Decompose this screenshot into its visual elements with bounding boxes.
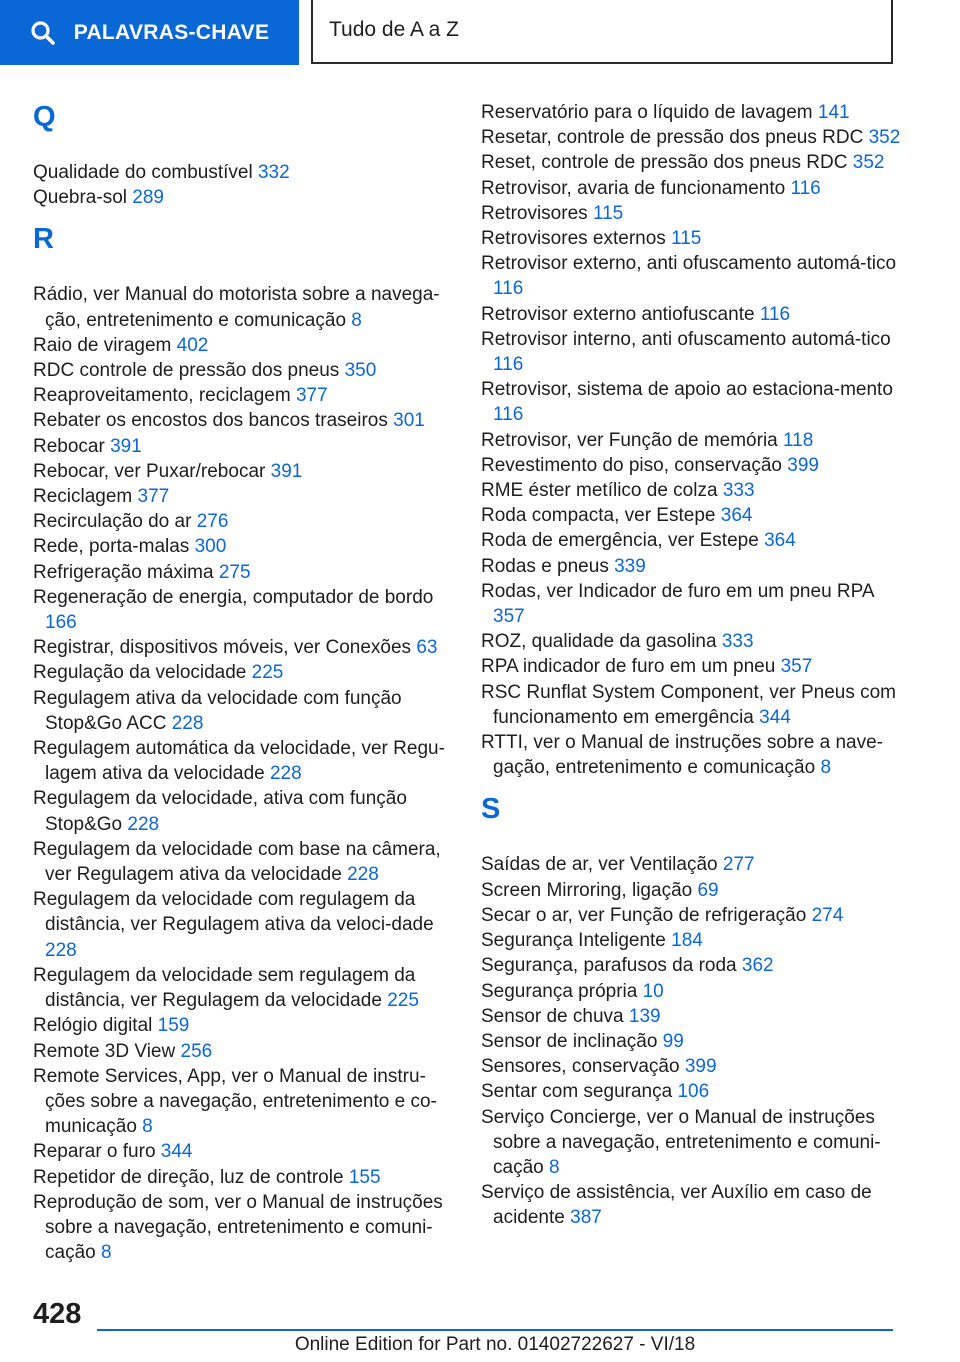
index-entry bbox=[481, 528, 901, 553]
section-letter: Q bbox=[33, 101, 56, 133]
page-link[interactable]: 377 bbox=[137, 486, 170, 508]
index-entry-text: Serviço de assistência, ver Auxílio em caso de acidente bbox=[481, 1182, 872, 1229]
index-entry bbox=[33, 686, 453, 736]
index-entry bbox=[481, 680, 901, 730]
index-entry bbox=[481, 878, 901, 903]
page-link[interactable]: 225 bbox=[387, 990, 419, 1012]
index-entry-text: Segurança, parafusos da roda bbox=[481, 955, 737, 977]
index-entry bbox=[481, 150, 901, 175]
index-entry bbox=[33, 509, 453, 534]
page-link[interactable]: 8 bbox=[142, 1116, 153, 1138]
index-entry bbox=[33, 1190, 453, 1266]
index-entry bbox=[481, 928, 901, 953]
index-entry-text: Sensores, conservação bbox=[481, 1056, 680, 1078]
page-link[interactable]: 225 bbox=[251, 662, 284, 684]
index-entry-text: Retrovisor interno, anti ofuscamento automá-tico bbox=[481, 328, 891, 350]
index-entry bbox=[33, 635, 453, 660]
index-entry-text: Regulagem automática da velocidade, ver Regu-lagem ativa da velocidade bbox=[33, 738, 445, 785]
page-link[interactable]: 301 bbox=[393, 410, 425, 432]
index-entry-text: ROZ, qualidade da gasolina bbox=[481, 631, 717, 653]
index-entry-text: Resetar, controle de pressão dos pneus RDC bbox=[481, 127, 864, 149]
page-link[interactable]: 116 bbox=[493, 404, 524, 426]
index-entry-text: Raio de viragem bbox=[33, 334, 172, 356]
page-link[interactable]: 300 bbox=[194, 536, 227, 558]
index-entry bbox=[33, 1064, 453, 1140]
page-link[interactable]: 8 bbox=[820, 757, 832, 779]
footer-edition-text: Online Edition for Part no. 01402722627 - VI/18 bbox=[294, 1334, 696, 1355]
index-entry-text: Regeneração de energia, computador de bordo bbox=[33, 586, 434, 608]
index-entry-text: Reparar o furo bbox=[33, 1141, 156, 1163]
page-link[interactable]: 344 bbox=[160, 1141, 193, 1163]
section-letter: R bbox=[33, 223, 54, 256]
index-entry bbox=[33, 534, 453, 559]
index-entry-text: Segurança própria bbox=[481, 980, 638, 1002]
index-entry bbox=[481, 176, 901, 201]
index-entry-text: Reprodução de som, ver o Manual de instruções sobre a navegação, entretenimento e comuni-cação bbox=[33, 1191, 443, 1264]
index-entry bbox=[33, 560, 453, 585]
index-entry-text: Refrigeração máxima bbox=[33, 561, 214, 583]
tab-keywords[interactable] bbox=[0, 0, 299, 65]
page-link[interactable]: 139 bbox=[628, 1005, 661, 1027]
index-entry-text: Rebocar bbox=[33, 435, 105, 457]
page-link[interactable]: 228 bbox=[347, 864, 379, 886]
index-entry bbox=[33, 160, 453, 185]
index-entry-text: Retrovisor externo antiofuscante bbox=[481, 303, 755, 325]
page-link[interactable]: 377 bbox=[295, 385, 328, 407]
index-entry bbox=[481, 428, 901, 453]
index-entry-text: Reservatório para o líquido de lavagem bbox=[481, 102, 813, 123]
page-link[interactable]: 362 bbox=[741, 955, 774, 977]
index-entry bbox=[33, 383, 453, 408]
page-link[interactable]: 357 bbox=[493, 606, 525, 628]
index-entry bbox=[481, 302, 901, 327]
index-entry-text: RTTI, ver o Manual de instruções sobre a nave-gação, entretenimento e comunicação bbox=[481, 732, 884, 779]
page-link[interactable]: 339 bbox=[614, 555, 646, 577]
page-link[interactable]: 115 bbox=[671, 228, 702, 250]
index-entry bbox=[481, 852, 901, 877]
page-link[interactable]: 277 bbox=[722, 854, 755, 876]
page-link[interactable]: 141 bbox=[817, 102, 850, 123]
index-entry-text: Retrovisor, ver Função de memória bbox=[481, 429, 778, 451]
page-link[interactable]: 8 bbox=[548, 1156, 560, 1178]
page-link[interactable]: 332 bbox=[257, 162, 290, 183]
page-link[interactable]: 118 bbox=[783, 429, 814, 451]
index-entry-text: Registrar, dispositivos móveis, ver Conexões bbox=[33, 637, 412, 659]
page-link[interactable]: 276 bbox=[196, 511, 229, 533]
index-entry-text: Qualidade do combustível bbox=[33, 162, 253, 183]
tab-a-to-z[interactable] bbox=[311, 0, 893, 64]
index-entry-text: Reciclagem bbox=[33, 486, 133, 508]
page-number: 428 bbox=[33, 1298, 82, 1330]
index-entry bbox=[481, 100, 901, 125]
index-entry bbox=[33, 736, 453, 786]
index-entry bbox=[33, 408, 453, 433]
index-entry bbox=[33, 484, 453, 509]
index-entry-text: Regulagem da velocidade com regulagem da distância, ver Regulagem ativa da veloci-dade bbox=[33, 889, 434, 936]
index-entry-text: Roda de emergência, ver Estepe bbox=[481, 530, 759, 552]
section-letter: S bbox=[481, 793, 501, 826]
page-link[interactable]: 166 bbox=[45, 612, 77, 634]
index-entry bbox=[33, 786, 453, 836]
index-entry-text: Rebater os encostos dos bancos traseiros bbox=[33, 410, 388, 432]
index-entry-text: Repetidor de direção, luz de controle bbox=[33, 1166, 344, 1188]
page-link[interactable]: 357 bbox=[780, 656, 813, 678]
index-entry-text: Sentar com segurança bbox=[481, 1081, 673, 1103]
index-entry bbox=[33, 333, 453, 358]
page-link[interactable]: 8 bbox=[351, 309, 362, 331]
index-entry-text: RME éster metílico de colza bbox=[481, 480, 718, 502]
page-link[interactable]: 99 bbox=[662, 1030, 684, 1052]
page-link[interactable]: 63 bbox=[416, 637, 438, 659]
index-entry-text: Secar o ar, ver Função de refrigeração bbox=[481, 904, 807, 926]
index-entry bbox=[33, 1013, 453, 1038]
page-link[interactable]: 8 bbox=[100, 1242, 112, 1264]
page-link[interactable]: 116 bbox=[759, 303, 791, 325]
tab-a-to-z-label: Tudo de A a Z bbox=[329, 18, 459, 41]
page-link[interactable]: 228 bbox=[171, 712, 204, 734]
index-entry-text: Retrovisores externos bbox=[481, 228, 666, 250]
page-link[interactable]: 344 bbox=[759, 706, 791, 728]
index-entry bbox=[33, 358, 453, 383]
index-entry-text: Regulagem da velocidade, ativa com função Stop&Go bbox=[33, 788, 407, 835]
page-link[interactable]: 159 bbox=[157, 1015, 190, 1037]
index-entry bbox=[481, 251, 901, 301]
page-link[interactable]: 116 bbox=[493, 278, 524, 300]
index-entry bbox=[481, 1004, 901, 1029]
index-entry-text: Sensor de inclinação bbox=[481, 1030, 658, 1052]
index-entry bbox=[481, 226, 901, 251]
index-entry bbox=[481, 1180, 901, 1230]
index-entry-text: Remote Services, App, ver o Manual de instru-ções sobre a navegação, entretenimento e co-municação bbox=[33, 1065, 437, 1138]
index-entry-text: Roda compacta, ver Estepe bbox=[481, 505, 716, 527]
index-entry-text: Remote 3D View bbox=[33, 1040, 176, 1062]
index-entry-text: Regulagem da velocidade com base na câmera, ver Regulagem ativa da velocidade bbox=[33, 838, 441, 886]
index-entry bbox=[481, 979, 901, 1004]
index-entry bbox=[481, 503, 901, 528]
index-entry-text: Retrovisor, avaria de funcionamento bbox=[481, 177, 786, 199]
index-entry bbox=[481, 903, 901, 928]
index-entry bbox=[481, 654, 901, 679]
index-entry-text: Segurança Inteligente bbox=[481, 930, 666, 952]
page-link[interactable]: 387 bbox=[570, 1207, 602, 1229]
index-entry bbox=[481, 201, 901, 226]
index-entry-text: Rádio, ver Manual do motorista sobre a navega-ção, entretenimento e comunicação bbox=[33, 284, 440, 331]
page-link[interactable]: 364 bbox=[720, 505, 753, 527]
index-entry bbox=[33, 459, 453, 484]
index-entry bbox=[33, 434, 453, 459]
page-link[interactable]: 333 bbox=[722, 480, 755, 502]
page-link[interactable]: 399 bbox=[787, 454, 819, 476]
index-column-left bbox=[33, 100, 453, 1265]
index-entry-text: Sensor de chuva bbox=[481, 1005, 624, 1027]
page-link[interactable]: 228 bbox=[127, 813, 160, 835]
index-entry-text: Relógio digital bbox=[33, 1015, 153, 1037]
index-entry bbox=[481, 377, 901, 427]
index-entry bbox=[481, 478, 901, 503]
index-entry-text: Regulagem ativa da velocidade com função Stop&Go ACC bbox=[33, 687, 402, 734]
index-entry-text: Retrovisores bbox=[481, 202, 588, 224]
index-entry-text: Rodas, ver Indicador de furo em um pneu RPA bbox=[481, 580, 874, 602]
index-entry bbox=[33, 282, 453, 332]
page-link[interactable]: 116 bbox=[790, 177, 821, 199]
tab-keywords-label: PALAVRAS-CHAVE bbox=[73, 20, 270, 44]
page-link[interactable]: 352 bbox=[868, 127, 901, 149]
page-link[interactable]: 228 bbox=[45, 939, 77, 961]
page-link[interactable]: 106 bbox=[677, 1081, 710, 1103]
index-entry bbox=[33, 963, 453, 1013]
page-link[interactable]: 352 bbox=[852, 152, 885, 174]
page-link[interactable]: 228 bbox=[269, 763, 302, 785]
page-link[interactable]: 10 bbox=[642, 980, 664, 1002]
header-bar bbox=[0, 0, 960, 66]
index-entry bbox=[481, 1105, 901, 1181]
page-link[interactable]: 289 bbox=[132, 187, 164, 209]
page-link[interactable]: 256 bbox=[180, 1040, 213, 1062]
page-link[interactable]: 184 bbox=[671, 930, 703, 952]
index-entry bbox=[481, 327, 901, 377]
page-link[interactable]: 275 bbox=[218, 561, 251, 583]
index-entry-text: Rebocar, ver Puxar/rebocar bbox=[33, 460, 266, 482]
index-entry bbox=[33, 185, 453, 210]
index-entry bbox=[33, 887, 453, 963]
index-entry-text: Rede, porta-malas bbox=[33, 536, 190, 558]
index-entry-text: Quebra-sol bbox=[33, 187, 127, 209]
index-entry-text: Saídas de ar, ver Ventilação bbox=[481, 854, 718, 876]
index-entry-text: Recirculação do ar bbox=[33, 511, 192, 533]
index-entry bbox=[481, 554, 901, 579]
index-entry-text: RPA indicador de furo em um pneu bbox=[481, 656, 776, 678]
index-entry-text: Regulação da velocidade bbox=[33, 662, 247, 684]
page-link[interactable]: 399 bbox=[684, 1056, 717, 1078]
index-entry-text: Retrovisor externo, anti ofuscamento automá-tico bbox=[481, 253, 897, 275]
index-entry-text: Retrovisor, sistema de apoio ao estaciona-mento bbox=[481, 379, 893, 401]
index-entry bbox=[33, 1165, 453, 1190]
index-entry-text: Screen Mirroring, ligação bbox=[481, 879, 693, 901]
footer-divider bbox=[97, 1329, 893, 1331]
index-column-right bbox=[481, 100, 901, 1231]
index-entry bbox=[481, 953, 901, 978]
page-link[interactable]: 274 bbox=[811, 904, 844, 926]
page-link[interactable]: 402 bbox=[176, 334, 209, 356]
index-entry-text: RDC controle de pressão dos pneus bbox=[33, 360, 340, 382]
index-entry-text: Serviço Concierge, ver o Manual de instruções sobre a navegação, entretenimento e comuni-cação bbox=[481, 1106, 881, 1178]
index-entry bbox=[481, 1029, 901, 1054]
index-entry bbox=[33, 660, 453, 685]
index-entry bbox=[481, 629, 901, 654]
index-entry bbox=[481, 1079, 901, 1104]
page-link[interactable]: 364 bbox=[764, 530, 796, 552]
page-link[interactable]: 391 bbox=[270, 460, 303, 482]
page-link[interactable]: 116 bbox=[493, 354, 524, 376]
index-entry bbox=[481, 1054, 901, 1079]
page-link[interactable]: 333 bbox=[721, 631, 754, 653]
index-entry bbox=[481, 730, 901, 780]
index-entry-text: Revestimento do piso, conservação bbox=[481, 454, 782, 476]
page-link[interactable]: 69 bbox=[697, 879, 719, 901]
page-link[interactable]: 155 bbox=[348, 1166, 381, 1188]
page-link[interactable]: 391 bbox=[110, 435, 142, 457]
page-link[interactable]: 350 bbox=[344, 360, 377, 382]
search-icon bbox=[30, 20, 56, 46]
index-entry bbox=[33, 1039, 453, 1064]
index-entry bbox=[481, 453, 901, 478]
index-entry bbox=[33, 1139, 453, 1164]
index-entry bbox=[33, 585, 453, 635]
index-entry-text: RSC Runflat System Component, ver Pneus com funcionamento em emergência bbox=[481, 681, 897, 728]
index-entry bbox=[481, 125, 901, 150]
index-entry-text: Rodas e pneus bbox=[481, 555, 609, 577]
index-entry bbox=[481, 579, 901, 629]
index-entry-text: Regulagem da velocidade sem regulagem da distância, ver Regulagem da velocidade bbox=[33, 964, 416, 1012]
page-link[interactable]: 115 bbox=[592, 202, 624, 224]
index-entry-text: Reaproveitamento, reciclagem bbox=[33, 385, 291, 407]
index-entry-text: Reset, controle de pressão dos pneus RDC bbox=[481, 152, 848, 174]
index-entry bbox=[33, 837, 453, 887]
